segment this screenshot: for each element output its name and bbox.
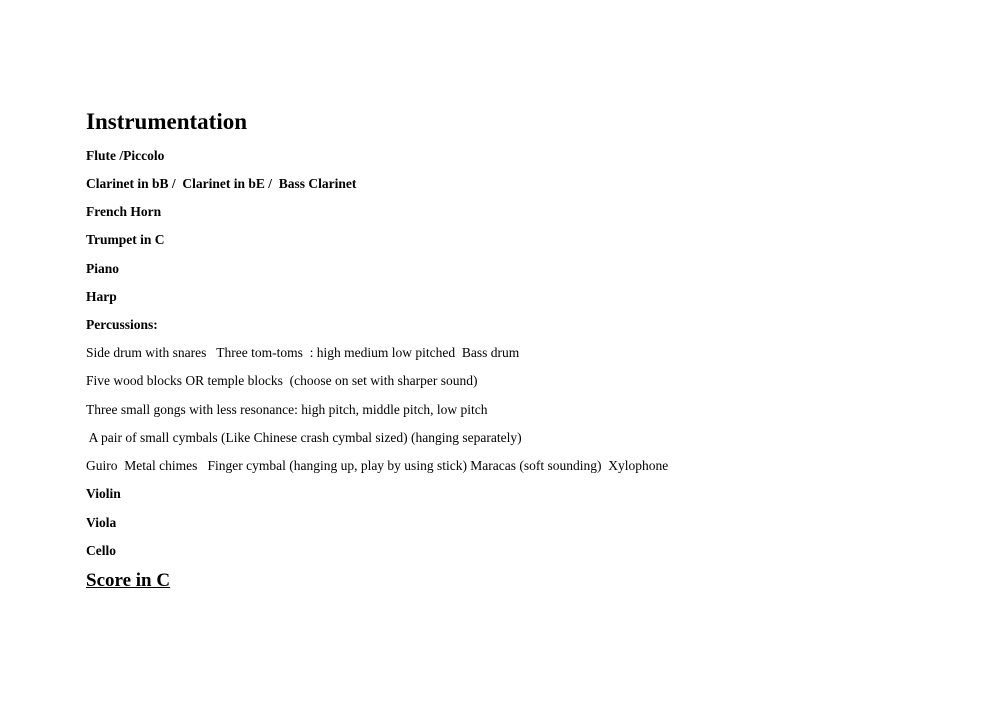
instrument-line: Harp — [86, 289, 117, 304]
percussion-heading: Percussions: — [86, 317, 158, 332]
instrument-line: Piano — [86, 261, 120, 276]
page-title: Instrumentation — [86, 109, 248, 134]
percussion-line: A pair of small cymbals (Like Chinese crash cymbal sized) (hanging separately) — [86, 430, 522, 445]
instrument-line: French Horn — [86, 204, 162, 219]
instrument-line: Flute /Piccolo — [86, 148, 165, 163]
instrument-line: Trumpet in C — [86, 232, 165, 247]
percussion-line: Guiro Metal chimes Finger cymbal (hanging up, play by using stick) Maracas (soft sounding) Xylophone — [86, 458, 669, 473]
instrument-line: Violin — [86, 486, 121, 501]
percussion-line: Side drum with snares Three tom-toms : high medium low pitched Bass drum — [86, 345, 520, 360]
instrument-line: Cello — [86, 543, 116, 558]
instrument-line: Clarinet in bB / Clarinet in bE / Bass Clarinet — [86, 176, 357, 191]
score-heading: Score in C — [86, 570, 171, 591]
percussion-line: Three small gongs with less resonance: high pitch, middle pitch, low pitch — [86, 402, 488, 417]
percussion-line: Five wood blocks OR temple blocks (choose on set with sharper sound) — [86, 373, 478, 388]
instrument-line: Viola — [86, 515, 117, 530]
